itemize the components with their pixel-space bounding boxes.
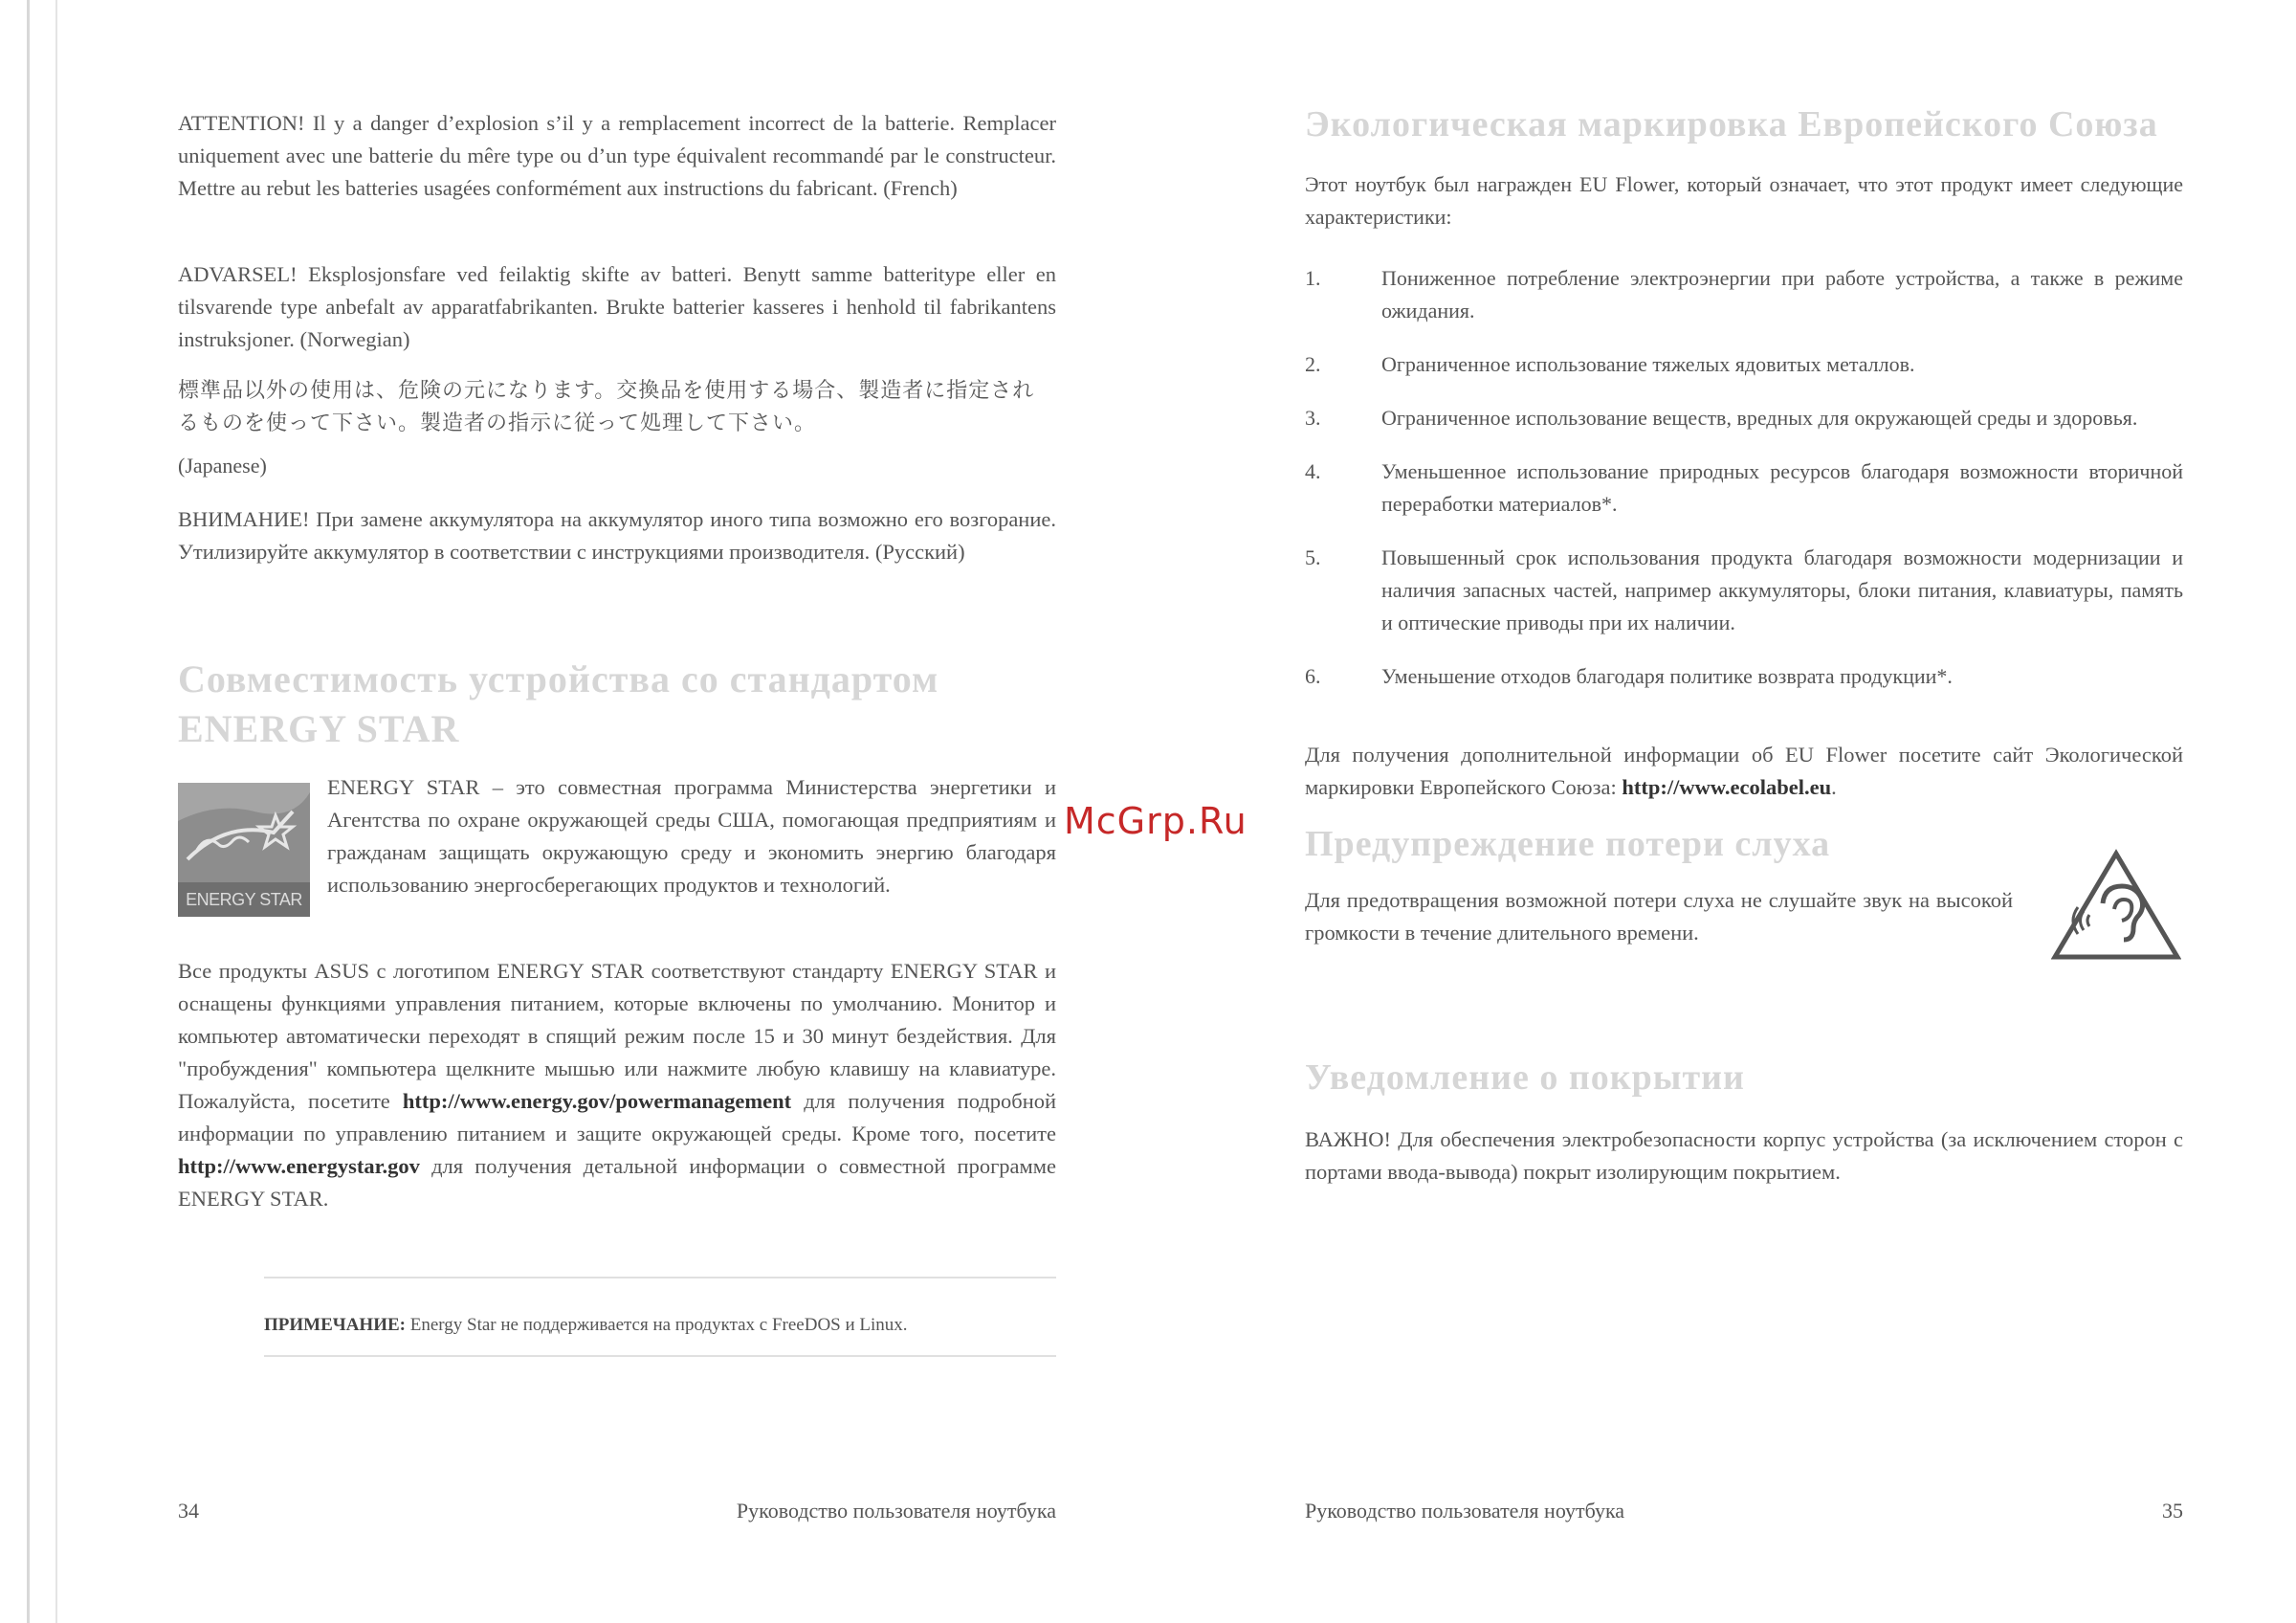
list-item-text: Ограниченное использование веществ, вредных для окружающей среды и здоровья. [1381, 406, 2138, 430]
eco-label-intro: Этот ноутбук был награжден EU Flower, который означает, что этот продукт имеет следующие характеристики: [1305, 172, 2183, 229]
binding-edge [27, 0, 30, 1623]
list-item-number: 5. [1305, 545, 1321, 569]
advarsel-norwegian: ADVARSEL! Eksplosjonsfare ved feilaktig skifte av batteri. Benytt samme batteritype eller en tilsvarende type anbefalt av apparatfabrikanten. Brukte batterier kasseres i henhold til fabrikantens instruksjoner. (Norwegian) [178, 262, 1056, 351]
note-divider-top [264, 1277, 1056, 1278]
hearing-loss-heading: Предупреждение потери слуха [1305, 824, 1831, 864]
energy-star-logo-label: ENERGY STAR [178, 882, 310, 917]
note-text: Energy Star не поддерживается на продуктах с FreeDOS и Linux. [409, 1315, 908, 1335]
footer-title-left: Руководство пользователя ноутбука [736, 1499, 1056, 1523]
eco-label-more-info [1305, 739, 2183, 804]
list-item-number: 4. [1305, 459, 1321, 483]
list-item [1305, 542, 2183, 639]
energystar-gov-link[interactable]: http://www.energystar.gov [178, 1154, 420, 1178]
energy-gov-link[interactable]: http://www.energy.gov/powermanagement [402, 1089, 792, 1113]
hearing-warning-icon [2051, 848, 2181, 963]
binding-edge-inner [55, 0, 57, 1623]
list-item-text: Повышенный срок использования продукта благодаря возможности модернизации и наличия запасных частей, например аккумуляторы, блоки питания, клавиатуры, память и оптические приводы при их наличии. [1381, 545, 2183, 634]
list-item-text: Уменьшение отходов благодаря политике возврата продукции*. [1381, 664, 1953, 688]
page-number-left: 34 [178, 1499, 199, 1523]
list-item [1305, 402, 2183, 434]
energy-star-body-part2: для получения подробной информации по управлению питанием и защите окружающей среды. Кроме того, посетите [178, 1089, 1057, 1145]
coating-notice-text: ВАЖНО! Для обеспечения электробезопасности корпус устройства (за исключением сторон с портами ввода-вывода) покрыт изолирующим покрытием. [1305, 1127, 2183, 1184]
japanese-label: (Japanese) [178, 454, 267, 478]
energy-star-body [178, 955, 1056, 1215]
energy-star-swoosh-icon [178, 783, 310, 882]
energy-star-body-part3: для получения детальной информации о совместной программе ENERGY STAR. [178, 1154, 1056, 1211]
ecolabel-link[interactable]: http://www.ecolabel.eu [1622, 775, 1832, 799]
list-item-text: Уменьшенное использование природных ресурсов благодаря возможности вторичной переработки материалов*. [1381, 459, 2183, 516]
watermark: McGrp.Ru [1064, 800, 1247, 842]
page-number-right: 35 [2162, 1499, 2183, 1523]
eco-link-period: . [1831, 775, 1837, 799]
energy-star-heading-line1: Совместимость устройства со стандартом [178, 657, 939, 700]
list-item [1305, 660, 2183, 693]
energy-star-heading-line2: ENERGY STAR [178, 707, 460, 750]
eco-label-heading: Экологическая маркировка Европейского Союза [1305, 104, 2158, 145]
vnimanie-russian: ВНИМАНИЕ! При замене аккумулятора на аккумулятор иного типа возможно его возгорание. Утилизируйте аккумулятор в соответствии с инструкциями производителя. (Русский) [178, 507, 1056, 564]
list-item-number: 2. [1305, 352, 1321, 376]
list-item-number: 3. [1305, 406, 1321, 430]
energy-star-body-part1: Все продукты ASUS с логотипом ENERGY STAR соответствуют стандарту ENERGY STAR и оснащены функциями управления питанием, которые включены по умолчанию. Монитор и компьютер автоматически переходят в спящий режим после 15 и 30 минут бездействия. Для "пробуждения" компьютера щелкните мышью или нажмите любую клавишу на клавиатуре. Пожалуйста, посетите [178, 959, 1056, 1113]
energy-star-intro: ENERGY STAR – это совместная программа Министерства энергетики и Агентства по охране окружающей среды США, помогающая предприятиям и гражданам защищать окружающую среду и экономить энергию благодаря использованию энергосберегающих продуктов и технологий. [327, 775, 1056, 897]
attention-french: ATTENTION! Il y a danger d’explosion s’il y a remplacement incorrect de la batterie. Remplacer uniquement avec une batterie du mêre type ou d’un type équivalent recommandé par le constructeur. Mettre au rebut les batteries usagées conformément aux instructions du fabricant. (French) [178, 111, 1056, 200]
list-item-number: 1. [1305, 266, 1321, 290]
eco-features-list [1305, 262, 2183, 693]
hearing-loss-text: Для предотвращения возможной потери слуха не слушайте звук на высокой громкости в течение длительного времени. [1305, 888, 2013, 945]
coating-notice-heading: Уведомление о покрытии [1305, 1057, 1745, 1098]
list-item [1305, 348, 2183, 381]
list-item-text: Ограниченное использование тяжелых ядовитых металлов. [1381, 352, 1915, 376]
note-label: ПРИМЕЧАНИЕ: [264, 1315, 406, 1335]
note-divider-bottom [264, 1355, 1056, 1357]
list-item-text: Пониженное потребление электроэнергии при работе устройства, а также в режиме ожидания. [1381, 266, 2183, 322]
japanese-warning: 標準品以外の使用は、危険の元になります。交換品を使用する場合、製造者に指定されるものを使って下さい。製造者の指示に従って処理して下さい。 [178, 379, 1035, 435]
list-item-number: 6. [1305, 664, 1321, 688]
list-item [1305, 262, 2183, 327]
footer-title-right: Руководство пользователя ноутбука [1305, 1499, 1625, 1523]
note-box [264, 1311, 1056, 1340]
eco-more-text: Для получения дополнительной информации об EU Flower посетите сайт Экологической маркировки Европейского Союза: [1305, 743, 2183, 799]
list-item [1305, 456, 2183, 521]
energy-star-logo [178, 783, 310, 917]
